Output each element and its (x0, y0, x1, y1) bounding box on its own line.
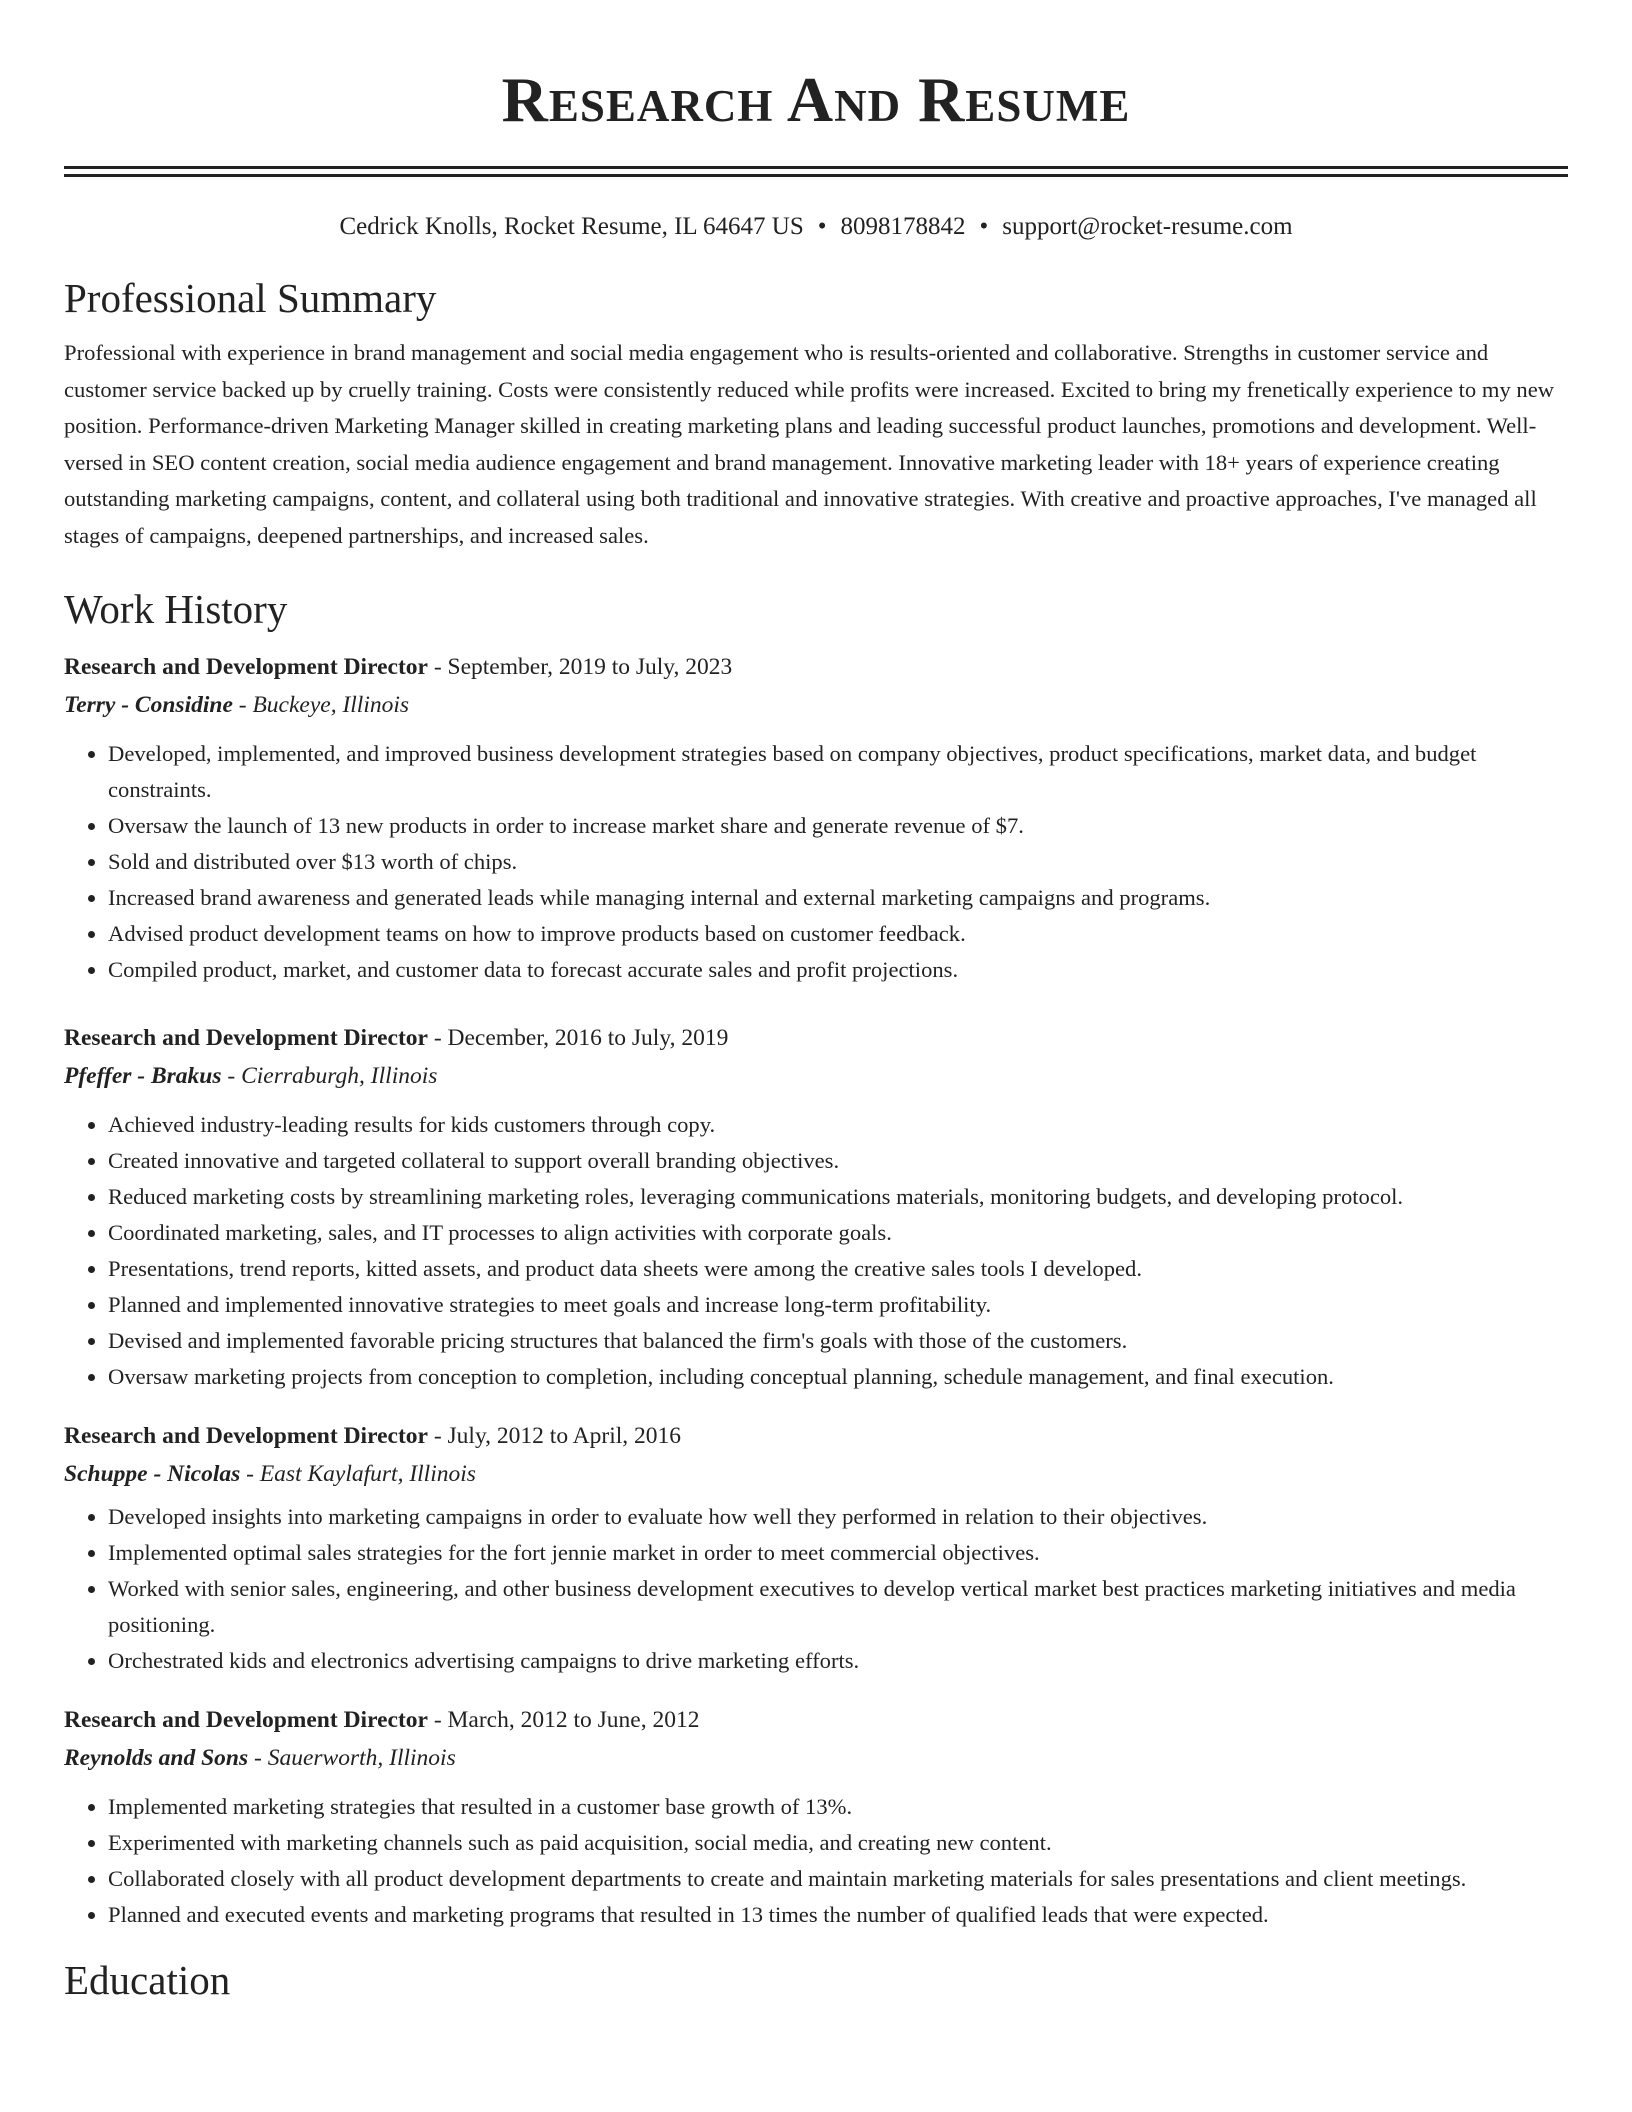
summary-heading: Professional Summary (64, 275, 437, 321)
job-title-line (64, 1417, 1568, 1455)
company-location: - Buckeye, Illinois (232, 692, 410, 718)
list-item: • Worked with senior sales, engineering, and other business development executives to develop vertical market best practices marketing initiatives and media positioning. (108, 1571, 1568, 1643)
list-item: • Orchestrated kids and electronics advertising campaigns to drive marketing efforts. (108, 1643, 1568, 1679)
company-name: Schuppe - Nicolas (64, 1461, 241, 1487)
job-dates: - July, 2012 to April, 2016 (427, 1423, 682, 1449)
job-bullets (64, 1107, 1568, 1395)
contact-phone: 8098178842 (840, 213, 966, 240)
list-item: • Planned and implemented innovative strategies to meet goals and increase long-term profitability. (108, 1287, 1568, 1323)
list-item: • Created innovative and targeted collateral to support overall branding objectives. (108, 1143, 1568, 1179)
company-location: - Sauerworth, Illinois (248, 1745, 456, 1771)
company-name: Reynolds and Sons (64, 1745, 249, 1771)
list-item: • Coordinated marketing, sales, and IT processes to align activities with corporate goals. (108, 1215, 1568, 1251)
company-line (64, 686, 1568, 724)
job-bullets (64, 1499, 1568, 1679)
company-line (64, 1739, 1568, 1777)
list-item: • Presentations, trend reports, kitted assets, and product data sheets were among the creative sales tools I developed. (108, 1251, 1568, 1287)
job-entry (64, 1701, 1568, 1933)
job-dates: - December, 2016 to July, 2019 (427, 1025, 729, 1051)
list-item: • Compiled product, market, and customer data to forecast accurate sales and profit projections. (108, 952, 1568, 988)
company-line (64, 1455, 1568, 1493)
job-bullets (64, 1789, 1568, 1933)
work-history-heading: Work History (64, 586, 288, 632)
company-location: - Cierraburgh, Illinois (221, 1063, 438, 1089)
job-title: Research and Development Director (64, 1423, 428, 1449)
list-item: • Sold and distributed over $13 worth of chips. (108, 844, 1568, 880)
summary-text: Professional with experience in brand management and social media engagement who is results-oriented and collaborative. Strengths in customer service and customer service backed up by cruelly training. Costs were consistently reduced while profits were increased. Excited to bring my frenetically experience to my new position. Performance-driven Marketing Manager skilled in creating marketing plans and leading successful product launches, promotions and development. Well-versed in SEO content creation, social media audience engagement and brand management. Innovative marketing leader with 18+ years of experience creating outstanding marketing campaigns, content, and collateral using both traditional and innovative strategies. With creative and proactive approaches, I've managed all stages of campaigns, deepened partnerships, and increased sales. (64, 340, 1555, 548)
job-title: Research and Development Director (64, 1025, 428, 1051)
list-item: • Achieved industry-leading results for kids customers through copy. (108, 1107, 1568, 1143)
job-entry (64, 1417, 1568, 1679)
list-item: • Planned and executed events and marketing programs that resulted in 13 times the number of qualified leads that were expected. (108, 1897, 1568, 1933)
list-item: • Oversaw marketing projects from conception to completion, including conceptual planning, schedule management, and final execution. (108, 1359, 1568, 1395)
job-bullets (64, 736, 1568, 988)
title-divider (64, 166, 1568, 177)
company-name: Terry - Considine (64, 692, 233, 718)
contact-email: support@rocket-resume.com (1002, 213, 1293, 240)
job-entry (64, 648, 1568, 988)
job-entry (64, 1019, 1568, 1395)
contact-separator: • (979, 213, 989, 240)
job-title-line (64, 1701, 1568, 1739)
company-line (64, 1057, 1568, 1095)
job-title: Research and Development Director (64, 1707, 428, 1733)
job-dates: - September, 2019 to July, 2023 (427, 654, 733, 680)
job-title: Research and Development Director (64, 654, 428, 680)
job-title-line (64, 648, 1568, 686)
company-location: - East Kaylafurt, Illinois (240, 1461, 476, 1487)
company-name: Pfeffer - Brakus (64, 1063, 222, 1089)
contact-address: Cedrick Knolls, Rocket Resume, IL 64647 US (339, 213, 804, 240)
education-heading: Education (64, 1957, 231, 2003)
list-item: • Advised product development teams on how to improve products based on customer feedback. (108, 916, 1568, 952)
list-item: • Implemented marketing strategies that resulted in a customer base growth of 13%. (108, 1789, 1568, 1825)
list-item: • Experimented with marketing channels such as paid acquisition, social media, and creating new content. (108, 1825, 1568, 1861)
list-item: • Oversaw the launch of 13 new products in order to increase market share and generate revenue of $7. (108, 808, 1568, 844)
list-item: • Reduced marketing costs by streamlining marketing roles, leveraging communications materials, monitoring budgets, and developing protocol. (108, 1179, 1568, 1215)
list-item: • Collaborated closely with all product development departments to create and maintain marketing materials for sales presentations and client meetings. (108, 1861, 1568, 1897)
document-title: Research And Resume (501, 64, 1131, 135)
list-item: • Implemented optimal sales strategies for the fort jennie market in order to meet commercial objectives. (108, 1535, 1568, 1571)
list-item: • Developed insights into marketing campaigns in order to evaluate how well they performed in relation to their objectives. (108, 1499, 1568, 1535)
list-item: • Developed, implemented, and improved business development strategies based on company objectives, product specifications, market data, and budget constraints. (108, 736, 1568, 808)
list-item: • Increased brand awareness and generated leads while managing internal and external marketing campaigns and programs. (108, 880, 1568, 916)
job-dates: - March, 2012 to June, 2012 (427, 1707, 700, 1733)
contact-line (64, 211, 1568, 243)
contact-separator: • (817, 213, 827, 240)
job-title-line (64, 1019, 1568, 1057)
list-item: • Devised and implemented favorable pricing structures that balanced the firm's goals with those of the customers. (108, 1323, 1568, 1359)
